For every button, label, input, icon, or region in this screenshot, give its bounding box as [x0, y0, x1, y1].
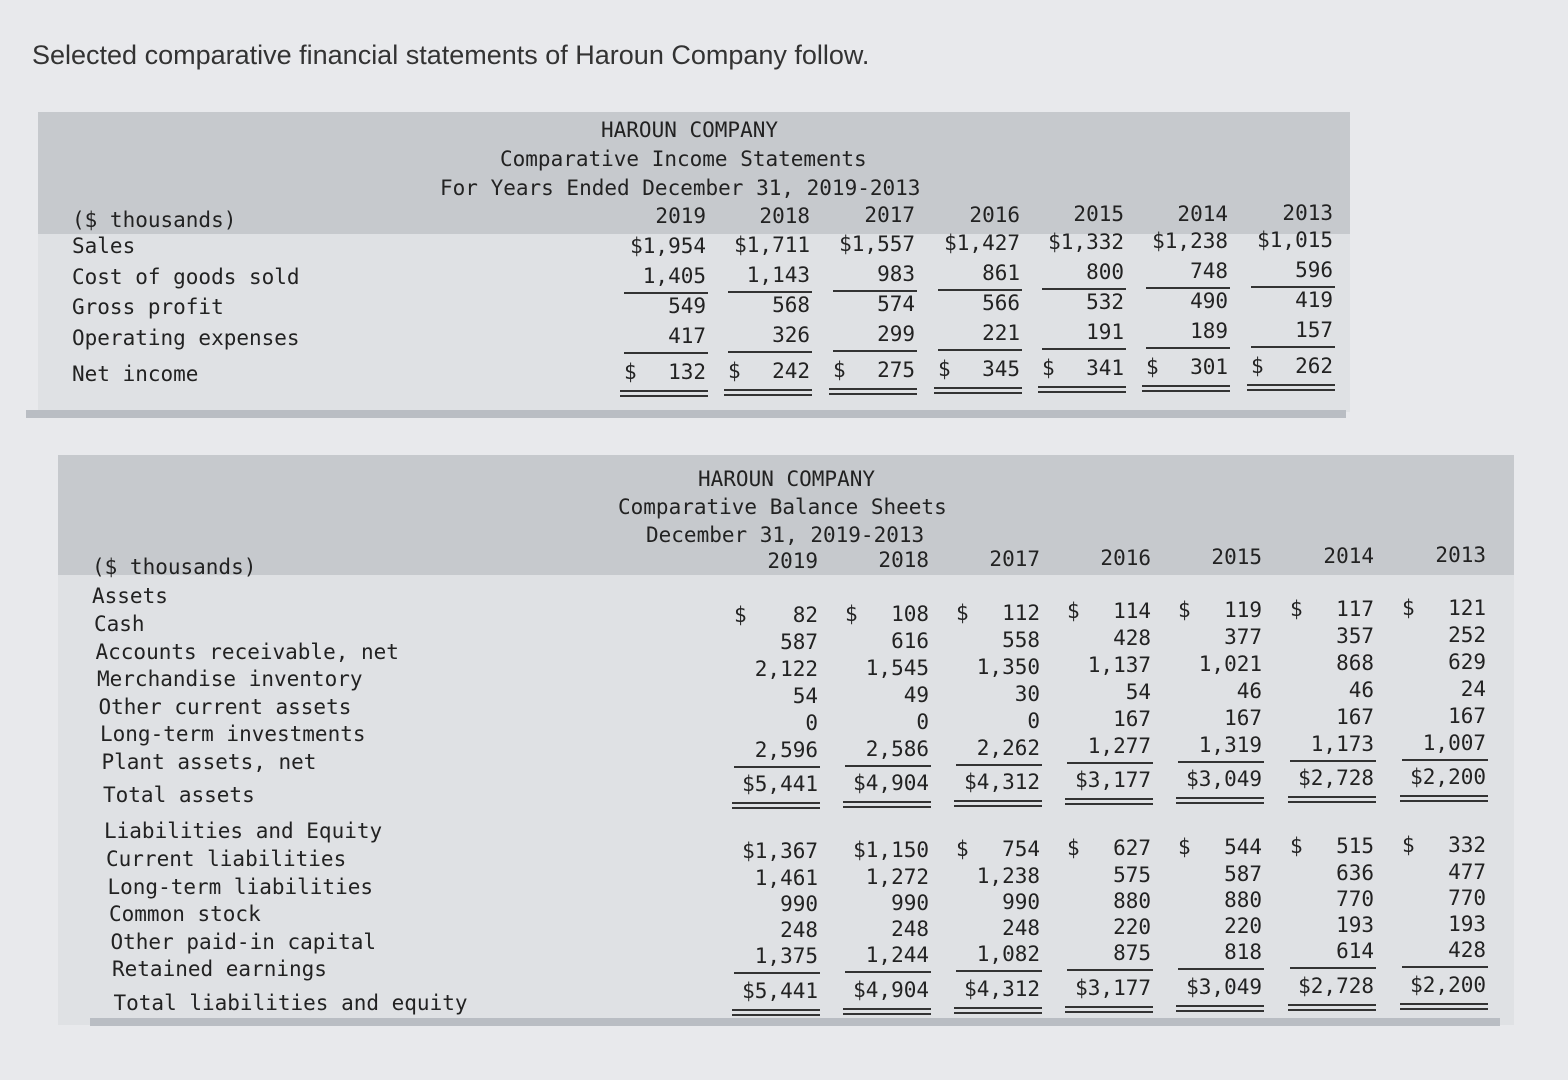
assets-heading: Assets	[92, 584, 168, 608]
liab-cell-long-term-liabilities-2013: 477	[1448, 860, 1486, 884]
asset-dollar-sign: $	[845, 601, 858, 626]
asset-cell-plant-assets-net-2014: 1,173	[1310, 732, 1374, 756]
liab-cell-long-term-liabilities-2017: 1,238	[976, 864, 1040, 888]
income-cell-sales-2013: $1,015	[1257, 228, 1333, 252]
asset-cell-total-assets-2018: $4,904	[853, 770, 929, 795]
balance-company: HAROUN COMPANY	[698, 467, 876, 491]
asset-double-underline	[1176, 797, 1264, 804]
asset-cell-cash-2017: 112	[1002, 600, 1040, 625]
liab-cell-other-paid-in-capital-2014: 193	[1336, 913, 1374, 937]
asset-double-underline	[954, 800, 1042, 807]
income-company: HAROUN COMPANY	[601, 118, 779, 142]
income-cell-cost-of-goods-sold-2015: 800	[1086, 260, 1124, 284]
liab-cell-total-liabilities-and-equity-2017: $4,312	[964, 977, 1040, 1001]
asset-cell-accounts-receivable-net-2017: 558	[1002, 627, 1040, 652]
income-cell-net-income-2019: 132	[668, 360, 706, 384]
asset-cell-cash-2019: 82	[792, 603, 818, 627]
income-year-2014: 2014	[1177, 201, 1228, 226]
asset-dollar-sign: $	[1178, 598, 1191, 623]
liab-cell-current-liabilities-2017: 754	[1002, 837, 1040, 861]
balance-year-2017: 2017	[989, 547, 1040, 571]
liab-underline	[1290, 967, 1376, 969]
income-cell-cost-of-goods-sold-2014: 748	[1190, 259, 1228, 283]
asset-cell-accounts-receivable-net-2013: 252	[1448, 622, 1486, 647]
asset-cell-other-current-assets-2018: 49	[903, 682, 929, 707]
asset-double-underline	[732, 802, 820, 809]
income-cell-operating-expenses-2018: 326	[772, 323, 810, 347]
asset-dollar-sign: $	[734, 603, 747, 627]
liab-dollar-sign: $	[956, 837, 969, 861]
asset-row-label-accounts-receivable-net: Accounts receivable, net	[95, 639, 399, 664]
asset-cell-merchandise-inventory-2018: 1,545	[865, 655, 929, 680]
income-double-underline	[724, 389, 812, 396]
asset-cell-accounts-receivable-net-2016: 428	[1113, 626, 1151, 651]
asset-cell-total-assets-2016: $3,177	[1075, 768, 1151, 793]
asset-underline	[734, 766, 820, 768]
liab-cell-current-liabilities-2014: 515	[1336, 834, 1374, 858]
liab-cell-current-liabilities-2016: 627	[1113, 836, 1151, 860]
balance-sheet	[58, 455, 1514, 1025]
liab-cell-total-liabilities-and-equity-2013: $2,200	[1410, 973, 1486, 997]
asset-cell-long-term-investments-2014: 167	[1336, 705, 1374, 729]
liab-cell-current-liabilities-2015: 544	[1224, 835, 1262, 859]
asset-cell-merchandise-inventory-2014: 868	[1336, 651, 1374, 675]
income-year-2016: 2016	[969, 202, 1020, 227]
income-cell-net-income-2014: 301	[1190, 355, 1228, 379]
income-double-underline	[829, 388, 917, 395]
income-underline	[1251, 346, 1335, 348]
liab-dollar-sign: $	[1402, 833, 1415, 857]
asset-cell-long-term-investments-2016: 167	[1113, 707, 1151, 732]
income-cell-operating-expenses-2014: 189	[1190, 319, 1228, 343]
income-cell-cost-of-goods-sold-2017: 983	[877, 262, 915, 286]
asset-cell-cash-2014: 117	[1336, 597, 1374, 621]
liab-cell-total-liabilities-and-equity-2016: $3,177	[1075, 976, 1151, 1000]
liab-cell-current-liabilities-2013: 332	[1448, 833, 1486, 857]
asset-double-underline	[1065, 798, 1153, 805]
liab-cell-other-paid-in-capital-2018: 248	[891, 917, 929, 941]
asset-cell-other-current-assets-2015: 46	[1236, 679, 1262, 704]
income-statement	[38, 112, 1350, 412]
asset-cell-accounts-receivable-net-2019: 587	[780, 630, 818, 654]
asset-row-label-merchandise-inventory: Merchandise inventory	[97, 667, 363, 691]
income-cell-operating-expenses-2015: 191	[1086, 320, 1124, 344]
income-cell-gross-profit-2015: 532	[1086, 290, 1124, 314]
liab-cell-retained-earnings-2013: 428	[1448, 938, 1486, 962]
asset-cell-merchandise-inventory-2017: 1,350	[976, 654, 1040, 679]
liab-cell-retained-earnings-2015: 818	[1224, 940, 1262, 964]
asset-cell-cash-2015: 119	[1224, 598, 1262, 623]
income-period: For Years Ended December 31, 2019-2013	[440, 176, 921, 200]
balance-year-2016: 2016	[1100, 546, 1151, 570]
asset-cell-plant-assets-net-2015: 1,319	[1198, 733, 1262, 758]
asset-cell-total-assets-2019: $5,441	[742, 772, 818, 796]
liab-underline	[734, 972, 820, 974]
liab-cell-common-stock-2015: 880	[1224, 888, 1262, 912]
asset-cell-merchandise-inventory-2013: 629	[1448, 649, 1486, 674]
liab-cell-retained-earnings-2018: 1,244	[865, 943, 929, 967]
liab-underline	[956, 970, 1042, 972]
asset-cell-other-current-assets-2013: 24	[1460, 676, 1486, 701]
income-cell-cost-of-goods-sold-2018: 1,143	[746, 263, 810, 287]
income-cell-net-income-2015: 341	[1086, 356, 1124, 380]
asset-cell-plant-assets-net-2018: 2,586	[865, 736, 929, 761]
liab-double-underline	[1400, 1003, 1488, 1010]
balance-unit: ($ thousands)	[92, 555, 257, 579]
asset-cell-merchandise-inventory-2016: 1,137	[1087, 653, 1151, 678]
asset-dollar-sign: $	[1290, 597, 1303, 621]
income-year-2015: 2015	[1073, 202, 1124, 226]
income-dollar-sign: $	[728, 359, 741, 383]
liab-row-label-current-liabilities: Current liabilities	[106, 847, 347, 871]
income-cell-sales-2017: $1,557	[839, 232, 915, 256]
liab-dollar-sign: $	[1178, 835, 1191, 859]
income-double-underline	[934, 387, 1022, 394]
asset-cell-accounts-receivable-net-2018: 616	[891, 628, 929, 653]
liab-cell-common-stock-2019: 990	[780, 892, 818, 916]
asset-cell-long-term-investments-2015: 167	[1224, 706, 1262, 731]
income-double-underline	[1247, 384, 1335, 391]
asset-cell-merchandise-inventory-2015: 1,021	[1198, 652, 1262, 677]
asset-dollar-sign: $	[1402, 595, 1415, 620]
liab-cell-common-stock-2016: 880	[1113, 889, 1151, 913]
asset-cell-total-assets-2013: $2,200	[1410, 764, 1486, 789]
income-cell-cost-of-goods-sold-2016: 861	[982, 261, 1020, 285]
income-year-2019: 2019	[655, 204, 706, 228]
asset-cell-other-current-assets-2014: 46	[1348, 678, 1374, 702]
income-dollar-sign: $	[624, 360, 637, 384]
asset-cell-total-assets-2015: $3,049	[1186, 767, 1262, 792]
asset-cell-accounts-receivable-net-2015: 377	[1224, 625, 1262, 650]
balance-year-2019: 2019	[767, 549, 818, 573]
income-cell-sales-2019: $1,954	[630, 234, 706, 258]
asset-underline	[845, 765, 931, 767]
income-dollar-sign: $	[938, 357, 951, 381]
liab-cell-long-term-liabilities-2018: 1,272	[865, 865, 929, 889]
income-cell-gross-profit-2018: 568	[772, 293, 810, 317]
income-row-label-sales: Sales	[72, 234, 136, 258]
asset-cell-plant-assets-net-2019: 2,596	[754, 738, 818, 762]
income-underline	[1042, 348, 1126, 350]
liab-cell-current-liabilities-2018: $1,150	[853, 838, 929, 862]
balance-year-2014: 2014	[1323, 544, 1374, 568]
asset-cell-plant-assets-net-2013: 1,007	[1422, 730, 1486, 755]
asset-cell-long-term-investments-2018: 0	[916, 709, 929, 734]
income-cell-operating-expenses-2013: 157	[1295, 318, 1333, 342]
income-cell-gross-profit-2016: 566	[982, 291, 1020, 315]
liab-double-underline	[1065, 1006, 1153, 1013]
liab-cell-long-term-liabilities-2019: 1,461	[754, 866, 818, 890]
liab-underline	[1178, 968, 1264, 970]
income-row-label-operating-expenses: Operating expenses	[72, 325, 300, 350]
asset-double-underline	[843, 801, 931, 808]
liab-cell-other-paid-in-capital-2016: 220	[1113, 915, 1151, 939]
balance-year-2013: 2013	[1435, 543, 1486, 567]
liab-double-underline	[732, 1009, 820, 1016]
liab-double-underline	[954, 1007, 1042, 1014]
liab-cell-total-liabilities-and-equity-2018: $4,904	[853, 978, 929, 1002]
liab-row-label-retained-earnings: Retained earnings	[112, 957, 327, 981]
income-cell-operating-expenses-2017: 299	[877, 322, 915, 346]
liab-row-label-total-liabilities-and-equity: Total liabilities and equity	[113, 990, 468, 1015]
liab-cell-current-liabilities-2019: $1,367	[742, 839, 818, 863]
income-underline	[624, 352, 708, 354]
income-cell-gross-profit-2017: 574	[877, 292, 915, 316]
liab-cell-common-stock-2017: 990	[1002, 890, 1040, 914]
liab-cell-total-liabilities-and-equity-2019: $5,441	[742, 979, 818, 1003]
asset-underline	[956, 764, 1042, 766]
liab-row-label-other-paid-in-capital: Other paid-in capital	[110, 929, 377, 954]
balance-year-2018: 2018	[878, 548, 929, 572]
income-double-underline	[620, 390, 708, 397]
liab-cell-retained-earnings-2017: 1,082	[976, 942, 1040, 966]
asset-cell-plant-assets-net-2017: 2,262	[976, 735, 1040, 760]
asset-cell-total-assets-2017: $4,312	[964, 769, 1040, 794]
income-row-label-gross-profit: Gross profit	[72, 295, 224, 319]
intro-text: Selected comparative financial statements of Haroun Company follow.	[32, 40, 870, 70]
income-cell-net-income-2018: 242	[772, 359, 810, 383]
asset-cell-cash-2016: 114	[1113, 599, 1151, 624]
liab-cell-retained-earnings-2014: 614	[1336, 939, 1374, 963]
asset-cell-cash-2018: 108	[891, 601, 929, 626]
income-unit: ($ thousands)	[72, 208, 237, 232]
asset-underline	[1402, 759, 1488, 761]
income-row-label-cost-of-goods-sold: Cost of goods sold	[72, 264, 300, 289]
asset-row-label-cash: Cash	[94, 612, 145, 636]
income-cell-sales-2018: $1,711	[734, 233, 810, 257]
asset-cell-merchandise-inventory-2019: 2,122	[754, 657, 818, 681]
liab-double-underline	[843, 1008, 931, 1015]
liab-cell-total-liabilities-and-equity-2015: $3,049	[1186, 975, 1262, 999]
liab-cell-other-paid-in-capital-2019: 248	[780, 918, 818, 942]
liab-underline	[1402, 966, 1488, 968]
liab-cell-long-term-liabilities-2015: 587	[1224, 862, 1262, 886]
asset-double-underline	[1400, 795, 1488, 802]
asset-double-underline	[1288, 796, 1376, 803]
income-cell-gross-profit-2013: 419	[1295, 288, 1333, 312]
asset-underline	[1178, 761, 1264, 763]
asset-cell-other-current-assets-2017: 30	[1014, 681, 1040, 706]
asset-row-label-total-assets: Total assets	[103, 783, 255, 807]
income-dollar-sign: $	[1042, 356, 1055, 380]
liab-double-underline	[1288, 1004, 1376, 1011]
income-year-2017: 2017	[864, 203, 915, 227]
asset-cell-plant-assets-net-2016: 1,277	[1087, 734, 1151, 759]
income-underline	[938, 349, 1022, 351]
asset-row-label-long-term-investments: Long-term investments	[100, 722, 366, 746]
income-cell-gross-profit-2014: 490	[1190, 289, 1228, 313]
liab-row-label-long-term-liabilities: Long-term liabilities	[107, 874, 374, 899]
asset-cell-long-term-investments-2013: 167	[1448, 703, 1486, 728]
asset-row-label-other-current-assets: Other current assets	[98, 694, 352, 719]
balance-title: Comparative Balance Sheets	[618, 495, 947, 519]
income-row-label-net-income: Net income	[72, 362, 199, 386]
asset-underline	[1290, 760, 1376, 762]
asset-row-label-plant-assets-net: Plant assets, net	[101, 749, 317, 774]
asset-cell-other-current-assets-2019: 54	[792, 684, 818, 708]
liab-cell-other-paid-in-capital-2013: 193	[1448, 912, 1486, 936]
income-cell-operating-expenses-2019: 417	[668, 324, 706, 348]
asset-cell-accounts-receivable-net-2014: 357	[1336, 624, 1374, 648]
income-underline	[833, 350, 917, 352]
liab-double-underline	[1176, 1005, 1264, 1012]
income-year-2013: 2013	[1282, 201, 1333, 225]
liab-row-label-common-stock: Common stock	[109, 902, 261, 926]
liab-cell-common-stock-2018: 990	[891, 891, 929, 915]
balance-year-2015: 2015	[1211, 545, 1262, 569]
income-cell-operating-expenses-2016: 221	[982, 321, 1020, 345]
income-cell-gross-profit-2019: 549	[668, 294, 706, 318]
income-double-underline	[1038, 386, 1126, 393]
income-cell-net-income-2017: 275	[877, 358, 915, 382]
income-cell-sales-2016: $1,427	[944, 231, 1020, 255]
income-cell-cost-of-goods-sold-2013: 596	[1295, 258, 1333, 282]
income-underline	[728, 351, 812, 353]
asset-cell-long-term-investments-2017: 0	[1027, 708, 1040, 733]
income-dollar-sign: $	[833, 358, 846, 382]
liabilities-heading: Liabilities and Equity	[104, 819, 383, 843]
liab-underline	[1067, 969, 1153, 971]
liab-cell-common-stock-2013: 770	[1448, 886, 1486, 910]
liab-cell-long-term-liabilities-2016: 575	[1113, 863, 1151, 887]
liab-dollar-sign: $	[1290, 834, 1303, 858]
asset-cell-other-current-assets-2016: 54	[1125, 680, 1151, 705]
liab-cell-common-stock-2014: 770	[1336, 887, 1374, 911]
income-year-2018: 2018	[759, 203, 810, 228]
income-dollar-sign: $	[1146, 355, 1159, 379]
balance-period: December 31, 2019-2013	[646, 523, 925, 547]
income-cell-net-income-2013: 262	[1295, 354, 1333, 378]
asset-cell-long-term-investments-2019: 0	[805, 711, 818, 735]
liab-cell-retained-earnings-2019: 1,375	[754, 944, 818, 968]
income-cell-sales-2015: $1,332	[1048, 230, 1124, 254]
liab-cell-other-paid-in-capital-2017: 248	[1002, 916, 1040, 940]
liab-underline	[845, 971, 931, 973]
asset-underline	[1067, 762, 1153, 764]
balance-divider	[90, 1018, 1500, 1026]
income-cell-sales-2014: $1,238	[1152, 229, 1228, 253]
liab-cell-total-liabilities-and-equity-2014: $2,728	[1298, 974, 1374, 998]
liab-cell-other-paid-in-capital-2015: 220	[1224, 914, 1262, 938]
income-title: Comparative Income Statements	[500, 147, 867, 171]
asset-dollar-sign: $	[956, 600, 969, 625]
income-cell-cost-of-goods-sold-2019: 1,405	[642, 264, 706, 288]
income-divider	[26, 410, 1346, 418]
asset-cell-cash-2013: 121	[1448, 595, 1486, 620]
income-underline	[1146, 347, 1230, 349]
liab-cell-long-term-liabilities-2014: 636	[1336, 861, 1374, 885]
liab-cell-retained-earnings-2016: 875	[1113, 941, 1151, 965]
income-dollar-sign: $	[1251, 354, 1264, 378]
income-double-underline	[1142, 385, 1230, 392]
asset-cell-total-assets-2014: $2,728	[1298, 766, 1374, 790]
income-cell-net-income-2016: 345	[982, 357, 1020, 381]
liab-dollar-sign: $	[1067, 836, 1080, 860]
asset-dollar-sign: $	[1067, 599, 1080, 624]
